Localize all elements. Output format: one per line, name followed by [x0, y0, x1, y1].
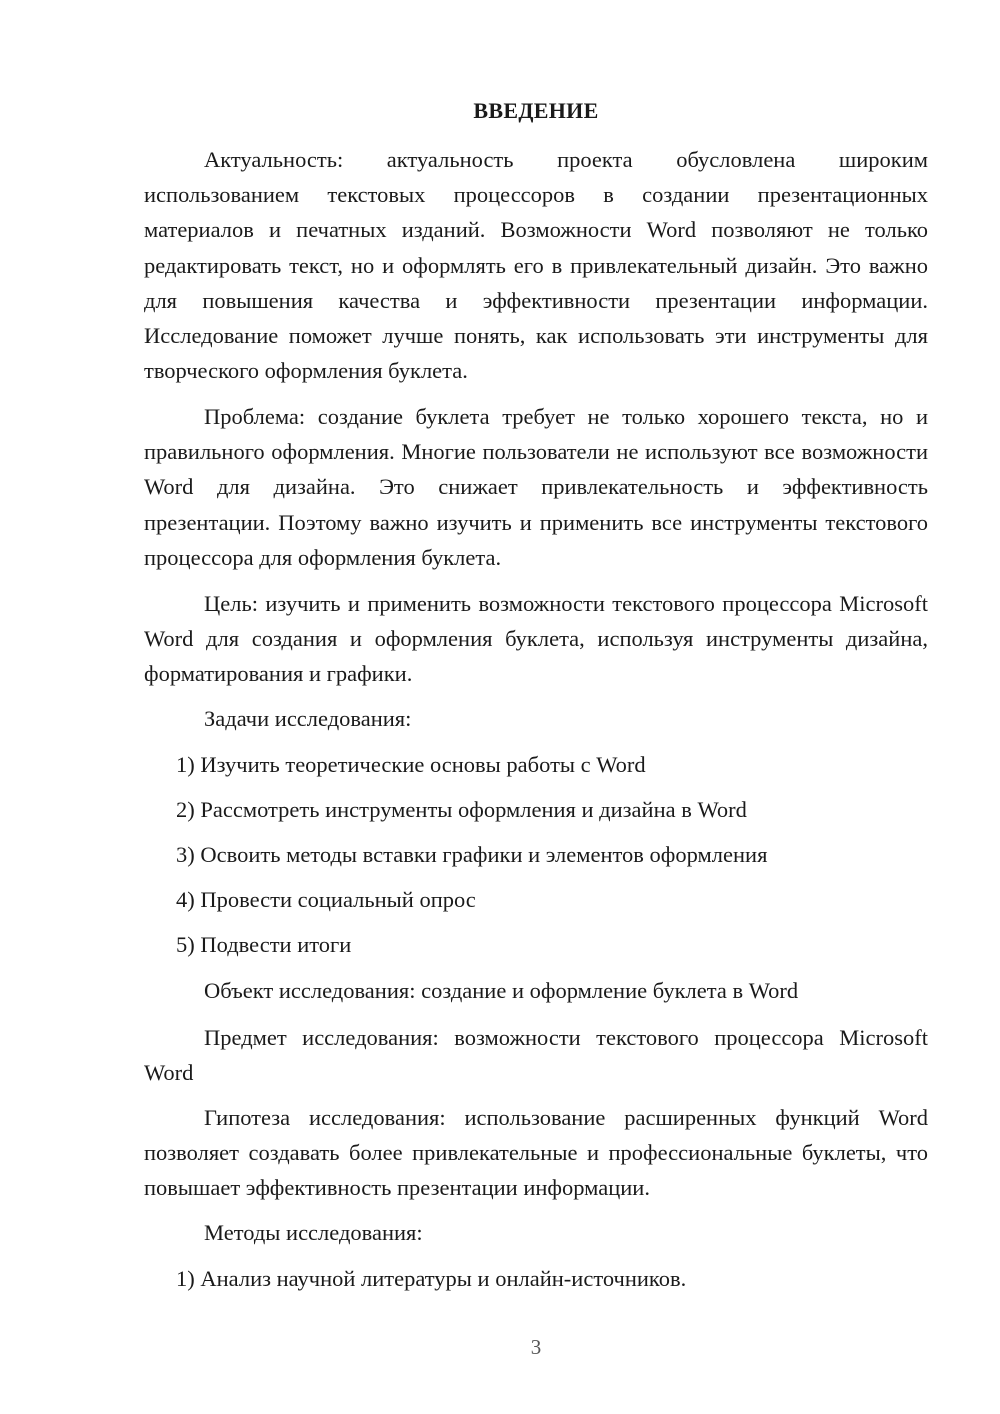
task-item: 2) Рассмотреть инструменты оформления и дизайна в Word — [176, 797, 747, 822]
task-item: 5) Подвести итоги — [176, 932, 352, 957]
page-number: 3 — [530, 1335, 542, 1359]
tasks-heading: Задачи исследования: — [204, 706, 412, 731]
relevance-paragraph: Актуальность: актуальность проекта обусловлена широким использованием текстовых процессоров в создании презентационных материалов и печатных изданий. Возможности Word позволяют не только редактировать текст, но и оформлять его в привлекательный дизайн. Это важно для повышения качества и эффективности презентации информации. Исследование поможет лучше понять, как использовать эти инструменты для творческого оформления буклета. — [144, 147, 928, 384]
problem-paragraph: Проблема: создание буклета требует не только хорошего текста, но и правильного оформления. Многие пользователи не используют все возможности Word для дизайна. Это снижает привлекательность и эффективность презентации. Поэтому важно изучить и применить все инструменты текстового процессора для оформления буклета. — [144, 404, 928, 570]
object-paragraph: Объект исследования: создание и оформление буклета в Word — [204, 978, 799, 1003]
method-item: 1) Анализ научной литературы и онлайн-источников. — [176, 1266, 687, 1291]
page-title: ВВЕДЕНИЕ — [473, 98, 599, 123]
subject-paragraph: Предмет исследования: возможности текстового процессора Microsoft Word — [144, 1025, 928, 1086]
methods-heading: Методы исследования: — [204, 1220, 423, 1245]
hypothesis-paragraph: Гипотеза исследования: использование расширенных функций Word позволяет создавать более привлекательные и профессиональные буклеты, что повышает эффективность презентации информации. — [144, 1105, 928, 1201]
task-item: 3) Освоить методы вставки графики и элементов оформления — [176, 842, 768, 867]
task-item: 4) Провести социальный опрос — [176, 887, 476, 912]
goal-paragraph: Цель: изучить и применить возможности текстового процессора Microsoft Word для создания и оформления буклета, используя инструменты дизайна, форматирования и графики. — [144, 591, 928, 687]
task-item: 1) Изучить теоретические основы работы с Word — [176, 752, 646, 777]
